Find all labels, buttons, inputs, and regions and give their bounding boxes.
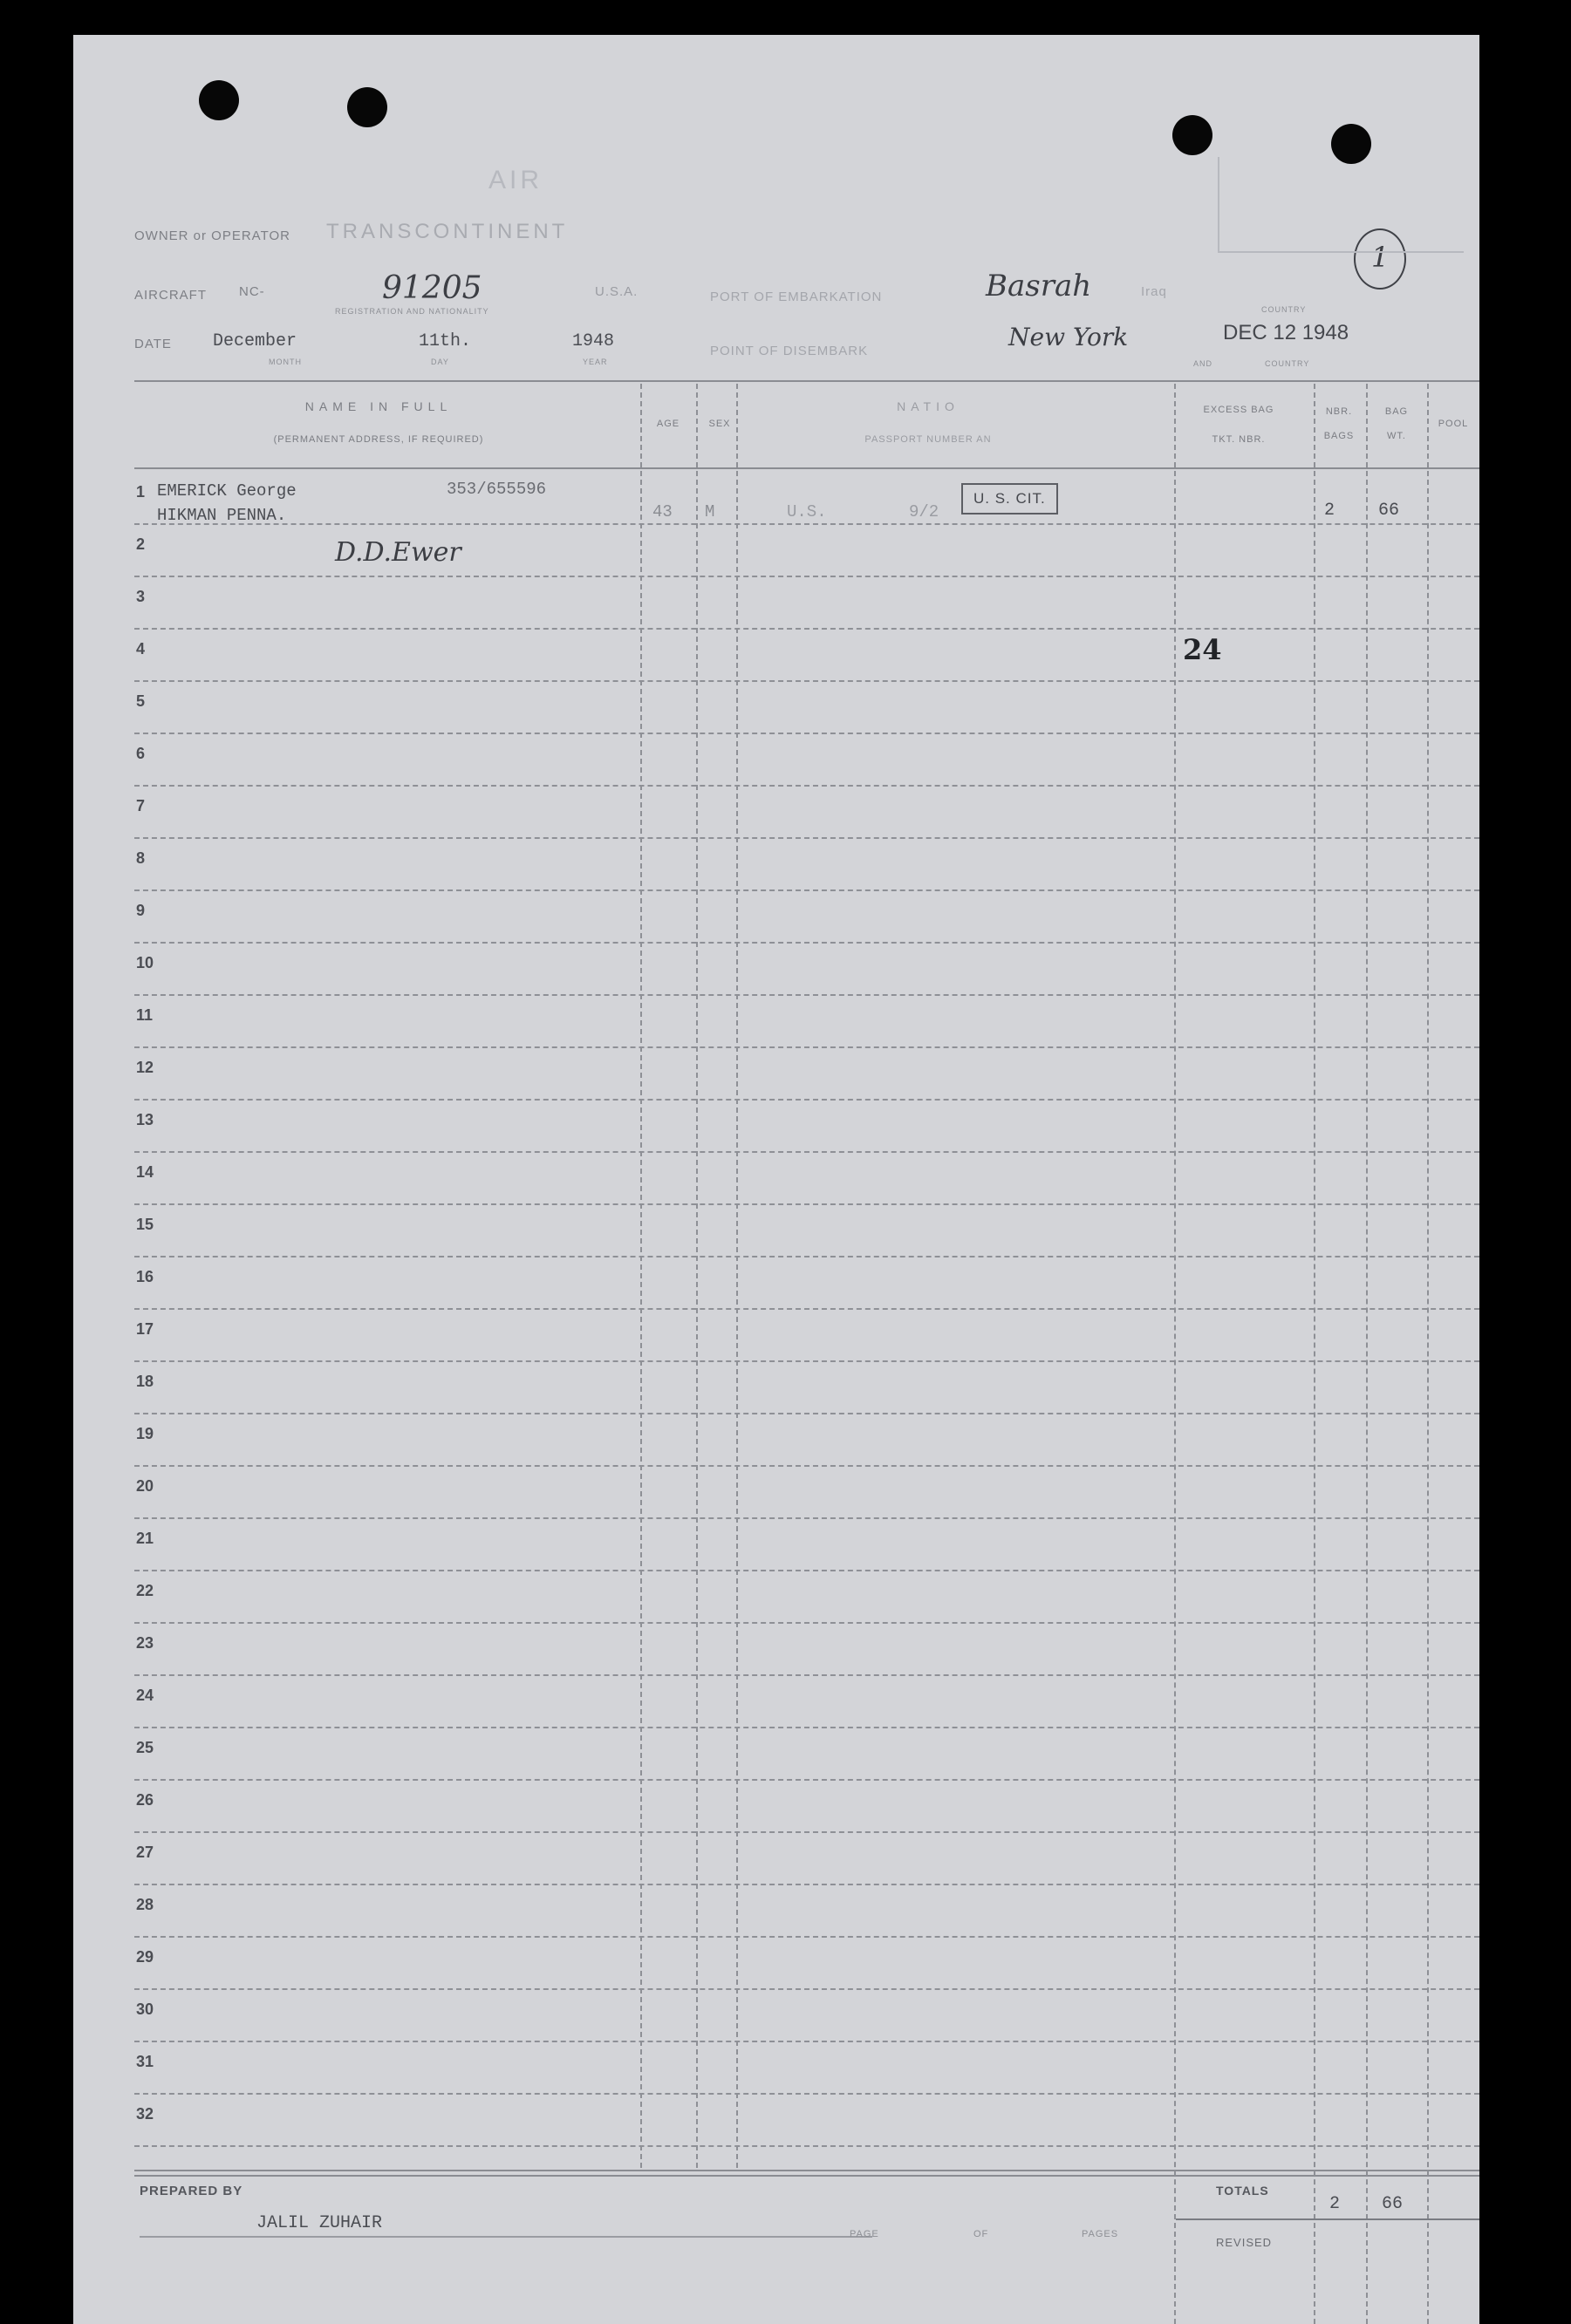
row-rule xyxy=(134,1831,1479,1833)
column-rule xyxy=(1314,384,1315,2324)
row-rule xyxy=(134,1570,1479,1571)
totals-rule xyxy=(1176,2218,1479,2220)
row-rule xyxy=(134,1517,1479,1519)
row-rule xyxy=(134,680,1479,682)
row-number: 18 xyxy=(136,1373,154,1390)
table-head-rule xyxy=(134,467,1479,469)
passenger-weight: 66 xyxy=(1378,501,1400,521)
row-number: 25 xyxy=(136,1739,154,1756)
col-excess-bag-header: EXCESS BAG xyxy=(1203,405,1274,415)
embarkation-country: Iraq xyxy=(1141,284,1167,299)
row-rule xyxy=(134,1203,1479,1205)
total-weight: 66 xyxy=(1382,2194,1404,2214)
row-rule xyxy=(134,889,1479,891)
row-number: 26 xyxy=(136,1791,154,1809)
passenger-bags: 2 xyxy=(1324,501,1335,521)
row-rule xyxy=(134,733,1479,734)
row-number: 27 xyxy=(136,1844,154,1861)
totals-label: TOTALS xyxy=(1216,2184,1269,2198)
and-caption: AND xyxy=(1193,359,1213,368)
passenger-ref-number: 353/655596 xyxy=(447,480,547,499)
form-title: AIR xyxy=(488,166,543,194)
row-number: 24 xyxy=(136,1687,154,1704)
total-bags: 2 xyxy=(1329,2194,1341,2214)
page-circle-number: 1 xyxy=(1371,241,1390,274)
aircraft-country: U.S.A. xyxy=(595,284,639,299)
row-rule xyxy=(134,1308,1479,1310)
row-rule xyxy=(134,1884,1479,1885)
passenger-name: EMERICK George xyxy=(157,481,297,501)
row-rule xyxy=(134,942,1479,944)
aircraft-mark: 91205 xyxy=(382,270,482,306)
passenger-age: 43 xyxy=(652,502,673,521)
country-caption: COUNTRY xyxy=(1261,305,1307,314)
prepared-label: PREPARED BY xyxy=(140,2184,243,2198)
row-number: 9 xyxy=(136,902,146,919)
row-rule xyxy=(134,2093,1479,2095)
embarkation-city: Basrah xyxy=(986,269,1092,303)
row-rule xyxy=(134,1622,1479,1624)
header-rule xyxy=(1219,251,1464,253)
row-number: 19 xyxy=(136,1425,154,1442)
row-number: 7 xyxy=(136,797,146,814)
row-rule xyxy=(134,1256,1479,1257)
row-number: 23 xyxy=(136,1634,154,1652)
citizenship-stamp: U. S. CIT. xyxy=(961,483,1058,515)
manifest-sheet xyxy=(73,35,1479,2324)
row-number: 3 xyxy=(136,588,146,605)
table-bottom-rule xyxy=(134,2170,1479,2171)
page-label: PAGE xyxy=(850,2229,879,2239)
row-number: 21 xyxy=(136,1530,154,1547)
page-circle xyxy=(1354,228,1406,290)
row-number: 15 xyxy=(136,1216,154,1233)
row-number: 2 xyxy=(136,535,146,553)
col-age-header: AGE xyxy=(656,419,680,429)
col-nationality-header: NATIO xyxy=(897,399,960,413)
row-number: 32 xyxy=(136,2105,154,2123)
month-caption: MONTH xyxy=(269,358,302,366)
row-rule xyxy=(134,628,1479,630)
column-rule xyxy=(640,384,642,2168)
year-caption: YEAR xyxy=(583,358,608,366)
row-rule xyxy=(134,1779,1479,1781)
owner-value: TRANSCONTINENT xyxy=(326,220,569,243)
date-day: 11th. xyxy=(419,331,472,351)
row-rule xyxy=(134,1727,1479,1728)
row-rule xyxy=(134,2145,1479,2147)
passenger-address: HIKMAN PENNA. xyxy=(157,506,287,525)
passenger-passport: 9/2 xyxy=(909,502,939,521)
row-number: 12 xyxy=(136,1059,154,1076)
row-number: 10 xyxy=(136,954,154,971)
row-number: 8 xyxy=(136,849,146,867)
row-number: 17 xyxy=(136,1320,154,1338)
disembark-label: POINT OF DISEMBARK xyxy=(710,344,869,358)
prepared-by-rule xyxy=(140,2236,872,2238)
row-number: 22 xyxy=(136,1582,154,1599)
column-rule xyxy=(736,384,738,2168)
row-rule xyxy=(134,785,1479,787)
owner-label: OWNER or OPERATOR xyxy=(134,228,290,243)
row-number: 1 xyxy=(136,483,146,501)
disembark-city: New York xyxy=(1008,323,1129,351)
date-month: December xyxy=(213,331,297,351)
table-bottom-rule xyxy=(134,2175,1479,2177)
row-number: 6 xyxy=(136,745,146,762)
col-nbr-header: NBR. xyxy=(1325,406,1353,417)
inspector-initials: D.D.Ewer xyxy=(335,537,461,568)
row-number: 5 xyxy=(136,692,146,710)
row-rule xyxy=(134,523,1479,525)
row-rule xyxy=(134,1099,1479,1101)
row-rule xyxy=(134,1936,1479,1938)
pages-label: PAGES xyxy=(1082,2229,1119,2239)
row-number: 29 xyxy=(136,1948,154,1966)
punch-hole xyxy=(199,80,239,120)
row-number: 30 xyxy=(136,2000,154,2018)
day-caption: DAY xyxy=(431,358,449,366)
row-number: 13 xyxy=(136,1111,154,1128)
column-rule xyxy=(1366,384,1368,2324)
column-rule xyxy=(696,384,698,2168)
row-rule xyxy=(134,837,1479,839)
row-rule xyxy=(134,1465,1479,1467)
registration-caption: REGISTRATION AND NATIONALITY xyxy=(335,307,489,316)
aircraft-prefix: NC- xyxy=(239,284,265,299)
of-label: OF xyxy=(973,2229,989,2239)
col-passport-header: PASSPORT NUMBER AN xyxy=(864,434,992,445)
row-number: 20 xyxy=(136,1477,154,1495)
punch-hole xyxy=(1331,124,1371,164)
date-year: 1948 xyxy=(572,331,615,351)
row-rule xyxy=(134,1360,1479,1362)
col-bags-header: BAGS xyxy=(1323,431,1355,441)
row-number: 31 xyxy=(136,2053,154,2070)
row-rule xyxy=(134,1046,1479,1048)
row-number: 14 xyxy=(136,1163,154,1181)
prepared-by: JALIL ZUHAIR xyxy=(256,2213,383,2233)
passenger-sex: M xyxy=(705,502,715,521)
row-number: 28 xyxy=(136,1896,154,1913)
embarkation-label: PORT OF EMBARKATION xyxy=(710,290,883,304)
col-bag-header: BAG xyxy=(1384,406,1409,417)
col-pool-header: POOL xyxy=(1438,419,1469,429)
revised-label: REVISED xyxy=(1216,2236,1273,2249)
col-ticket-header: TKT. NBR. xyxy=(1212,434,1266,445)
row-rule xyxy=(134,576,1479,577)
row-number: 11 xyxy=(136,1006,154,1024)
aircraft-label: AIRCRAFT xyxy=(134,288,207,303)
col-name-subheader: (PERMANENT ADDRESS, IF REQUIRED) xyxy=(273,434,484,445)
row-rule xyxy=(134,1988,1479,1990)
row-rule xyxy=(134,1151,1479,1153)
header-rule xyxy=(1218,157,1219,253)
row-rule xyxy=(134,2041,1479,2042)
col-name-header: NAME IN FULL xyxy=(304,399,453,413)
row-rule xyxy=(134,994,1479,996)
row-number: 4 xyxy=(136,640,146,658)
col-sex-header: SEX xyxy=(708,419,731,429)
punch-hole xyxy=(1172,115,1212,155)
column-rule xyxy=(1174,384,1176,2324)
column-rule xyxy=(1427,384,1429,2324)
passenger-nationality: U.S. xyxy=(787,502,827,521)
date-label: DATE xyxy=(134,337,172,351)
punch-hole xyxy=(347,87,387,127)
col-wt-header: WT. xyxy=(1387,431,1406,441)
row-rule xyxy=(134,1413,1479,1414)
row-rule xyxy=(134,1674,1479,1676)
table-top-rule xyxy=(134,380,1479,382)
date-stamp: DEC 12 1948 xyxy=(1223,321,1349,344)
row-number: 16 xyxy=(136,1268,154,1285)
annotation-24: 24 xyxy=(1183,633,1222,666)
country-caption-2: COUNTRY xyxy=(1265,359,1310,368)
